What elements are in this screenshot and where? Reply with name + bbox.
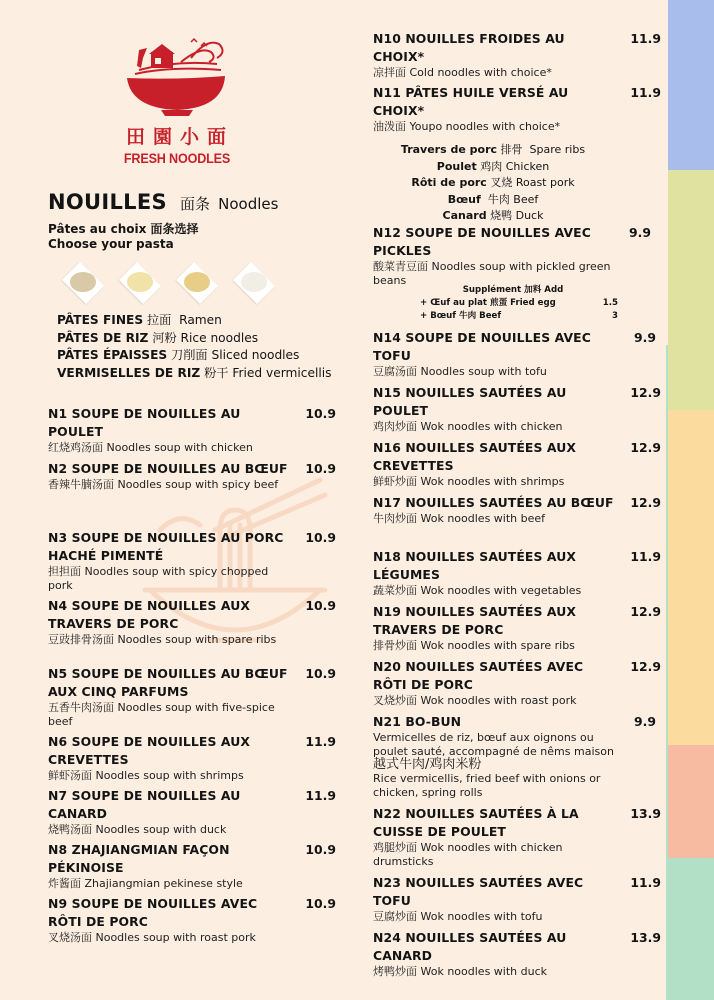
- menu-item-n20: N20 NOUILLES SAUTÉES AVEC RÔTI DE PORC 12.9 叉烧炒面 Wok noodles with roast pork: [373, 659, 661, 707]
- pasta-choice-en: Choose your pasta: [48, 237, 174, 251]
- section-title-fr: NOUILLES: [48, 190, 167, 214]
- menu-item-n6: N6 SOUPE DE NOUILLES AUX CREVETTES 11.9 鲜虾汤面 Noodles soup with shrimps: [48, 734, 336, 782]
- menu-item-n11: N11 PÂTES HUILE VERSÉ AU CHOIX* 11.9 油泼面 Youpo noodles with choice*: [373, 85, 661, 133]
- meat-choices-list: [373, 142, 613, 225]
- menu-item-n7: N7 SOUPE DE NOUILLES AU CANARD 11.9 烧鸭汤面 Noodles soup with duck: [48, 788, 336, 836]
- menu-item-n24: N24 NOUILLES SAUTÉES AU CANARD 13.9 烤鸭炒面 Wok noodles with duck: [373, 930, 661, 978]
- price: 11.9: [630, 85, 661, 100]
- price: 10.9: [305, 598, 336, 613]
- price: 12.9: [630, 385, 661, 400]
- pasta-types-list: [57, 312, 331, 382]
- noodle-bowl-logo-icon: [121, 36, 233, 116]
- pasta-images: [58, 262, 279, 304]
- menu-item-n10: N10 NOUILLES FROIDES AU CHOIX* 11.9 凉拌面 Cold noodles with choice*: [373, 31, 661, 79]
- menu-item-n18: N18 NOUILLES SAUTÉES AUX LÉGUMES 11.9 蔬菜炒面 Wok noodles with vegetables: [373, 549, 661, 597]
- menu-item-n15: N15 NOUILLES SAUTÉES AU POULET 12.9 鸡肉炒面 Wok noodles with chicken: [373, 385, 661, 433]
- price: 11.9: [305, 788, 336, 803]
- choice-item: Rôti de porc 叉烧 Roast pork: [411, 176, 575, 190]
- price: 10.9: [305, 530, 336, 545]
- price: 9.9: [634, 330, 656, 345]
- price: 10.9: [305, 406, 336, 421]
- tab-salmon[interactable]: [668, 745, 714, 858]
- pasta-image-ramen: [58, 262, 108, 304]
- price: 10.9: [305, 896, 336, 911]
- menu-item-n1: N1 SOUPE DE NOUILLES AU POULET 10.9 红烧鸡汤面 Noodles soup with chicken: [48, 406, 336, 454]
- menu-item-n3: N3 SOUPE DE NOUILLES AU PORC HACHÉ PIMENTÉ 10.9 担担面 Noodles soup with spicy chopped pork: [48, 530, 336, 592]
- price: 9.9: [634, 714, 656, 729]
- divider-line: [666, 345, 668, 1000]
- menu-item-n17: N17 NOUILLES SAUTÉES AU BŒUF 12.9 牛肉炒面 Wok noodles with beef: [373, 495, 661, 525]
- pasta-type: PÂTES DE RIZ 河粉 Rice noodles: [57, 330, 259, 345]
- pasta-type: PÂTES ÉPAISSES 刀削面 Sliced noodles: [57, 348, 300, 362]
- tab-blue[interactable]: [668, 0, 714, 170]
- price: 11.9: [630, 31, 661, 46]
- supplement-row: + Œuf au plat 煎蛋 Fried egg 1.5: [420, 298, 618, 308]
- price: 13.9: [630, 806, 661, 821]
- price: 12.9: [630, 659, 661, 674]
- price: 10.9: [305, 461, 336, 476]
- logo-chinese-name: 田園小面: [125, 126, 234, 148]
- price: 9.9: [629, 225, 651, 240]
- supplement-row: + Bœuf 牛肉 Beef 3: [420, 311, 618, 321]
- price: 13.9: [630, 930, 661, 945]
- section-title-en: Noodles: [218, 195, 279, 213]
- pasta-choice-heading: [48, 222, 199, 252]
- price: 11.9: [630, 875, 661, 890]
- price: 10.9: [305, 842, 336, 857]
- choice-item: Poulet 鸡肉 Chicken: [436, 159, 550, 173]
- menu-item-n19: N19 NOUILLES SAUTÉES AUX TRAVERS DE PORC 12.9 排骨炒面 Wok noodles with spare ribs: [373, 604, 661, 652]
- price: 12.9: [630, 440, 661, 455]
- pasta-choice-fr: Pâtes au choix 面条选择: [48, 222, 199, 236]
- menu-item-n23: N23 NOUILLES SAUTÉES AVEC TOFU 11.9 豆腐炒面 Wok noodles with tofu: [373, 875, 661, 923]
- menu-item-n12: N12 SOUPE DE NOUILLES AVEC PICKLES 9.9 酸菜青豆面 Noodles soup with pickled green beans: [373, 225, 651, 287]
- section-title-cn: 面条: [180, 195, 211, 213]
- price: 11.9: [630, 549, 661, 564]
- menu-item-n21: N21 BO-BUN 9.9 Vermicelles de riz, bœuf aux oignons ou poulet sauté, accompagné de nêms maison 越式牛肉/鸡肉米粉 Rice vermicellis, fried beef with onions or chicken, spring rolls: [373, 714, 656, 799]
- menu-item-n9: N9 SOUPE DE NOUILLES AVEC RÔTI DE PORC 10.9 叉烧汤面 Noodles soup with roast pork: [48, 896, 336, 944]
- price: 11.9: [305, 734, 336, 749]
- logo-english-name: FRESH NOODLES: [123, 150, 231, 166]
- menu-item-n2: N2 SOUPE DE NOUILLES AU BŒUF 10.9 香辣牛腩汤面 Noodles soup with spicy beef: [48, 461, 336, 491]
- choice-item: Bœuf 牛肉 Beef: [447, 192, 539, 206]
- price: 12.9: [630, 495, 661, 510]
- price: 12.9: [630, 604, 661, 619]
- pasta-image-sliced-noodles: [172, 262, 222, 304]
- price: 10.9: [305, 666, 336, 681]
- section-tabs: [668, 0, 714, 1000]
- menu-item-n22: N22 NOUILLES SAUTÉES À LA CUISSE DE POULET 13.9 鸡腿炒面 Wok noodles with chicken drumsticks: [373, 806, 661, 868]
- tab-orange[interactable]: [668, 410, 714, 745]
- choice-item: Canard 烧鸭 Duck: [442, 209, 544, 223]
- supplement-box: [418, 284, 618, 323]
- pasta-image-vermicelli: [229, 262, 279, 304]
- tab-mint[interactable]: [668, 858, 714, 1000]
- pasta-type: VERMISELLES DE RIZ 粉干 Fried vermicellis: [57, 365, 332, 380]
- menu-item-n4: N4 SOUPE DE NOUILLES AUX TRAVERS DE PORC 10.9 豆豉排骨汤面 Noodles soup with spare ribs: [48, 598, 336, 646]
- restaurant-logo: [112, 36, 242, 166]
- section-title: [48, 190, 278, 214]
- menu-item-n16: N16 NOUILLES SAUTÉES AUX CREVETTES 12.9 鲜虾炒面 Wok noodles with shrimps: [373, 440, 661, 488]
- tab-yellow-green[interactable]: [668, 170, 714, 410]
- pasta-image-rice-noodles: [115, 262, 165, 304]
- pasta-type: PÂTES FINES 拉面 Ramen: [57, 313, 222, 327]
- menu-item-n14: N14 SOUPE DE NOUILLES AVEC TOFU 9.9 豆腐汤面 Noodles soup with tofu: [373, 330, 656, 378]
- menu-item-n8: N8 ZHAJIANGMIAN FAÇON PÉKINOISE 10.9 炸酱面 Zhajiangmian pekinese style: [48, 842, 336, 890]
- menu-item-n5: N5 SOUPE DE NOUILLES AU BŒUF AUX CINQ PARFUMS 10.9 五香牛肉汤面 Noodles soup with five-spice beef: [48, 666, 336, 728]
- choice-item: Travers de porc 排骨 Spare ribs: [400, 143, 586, 156]
- supplement-heading: Supplément 加料 Add: [462, 285, 564, 295]
